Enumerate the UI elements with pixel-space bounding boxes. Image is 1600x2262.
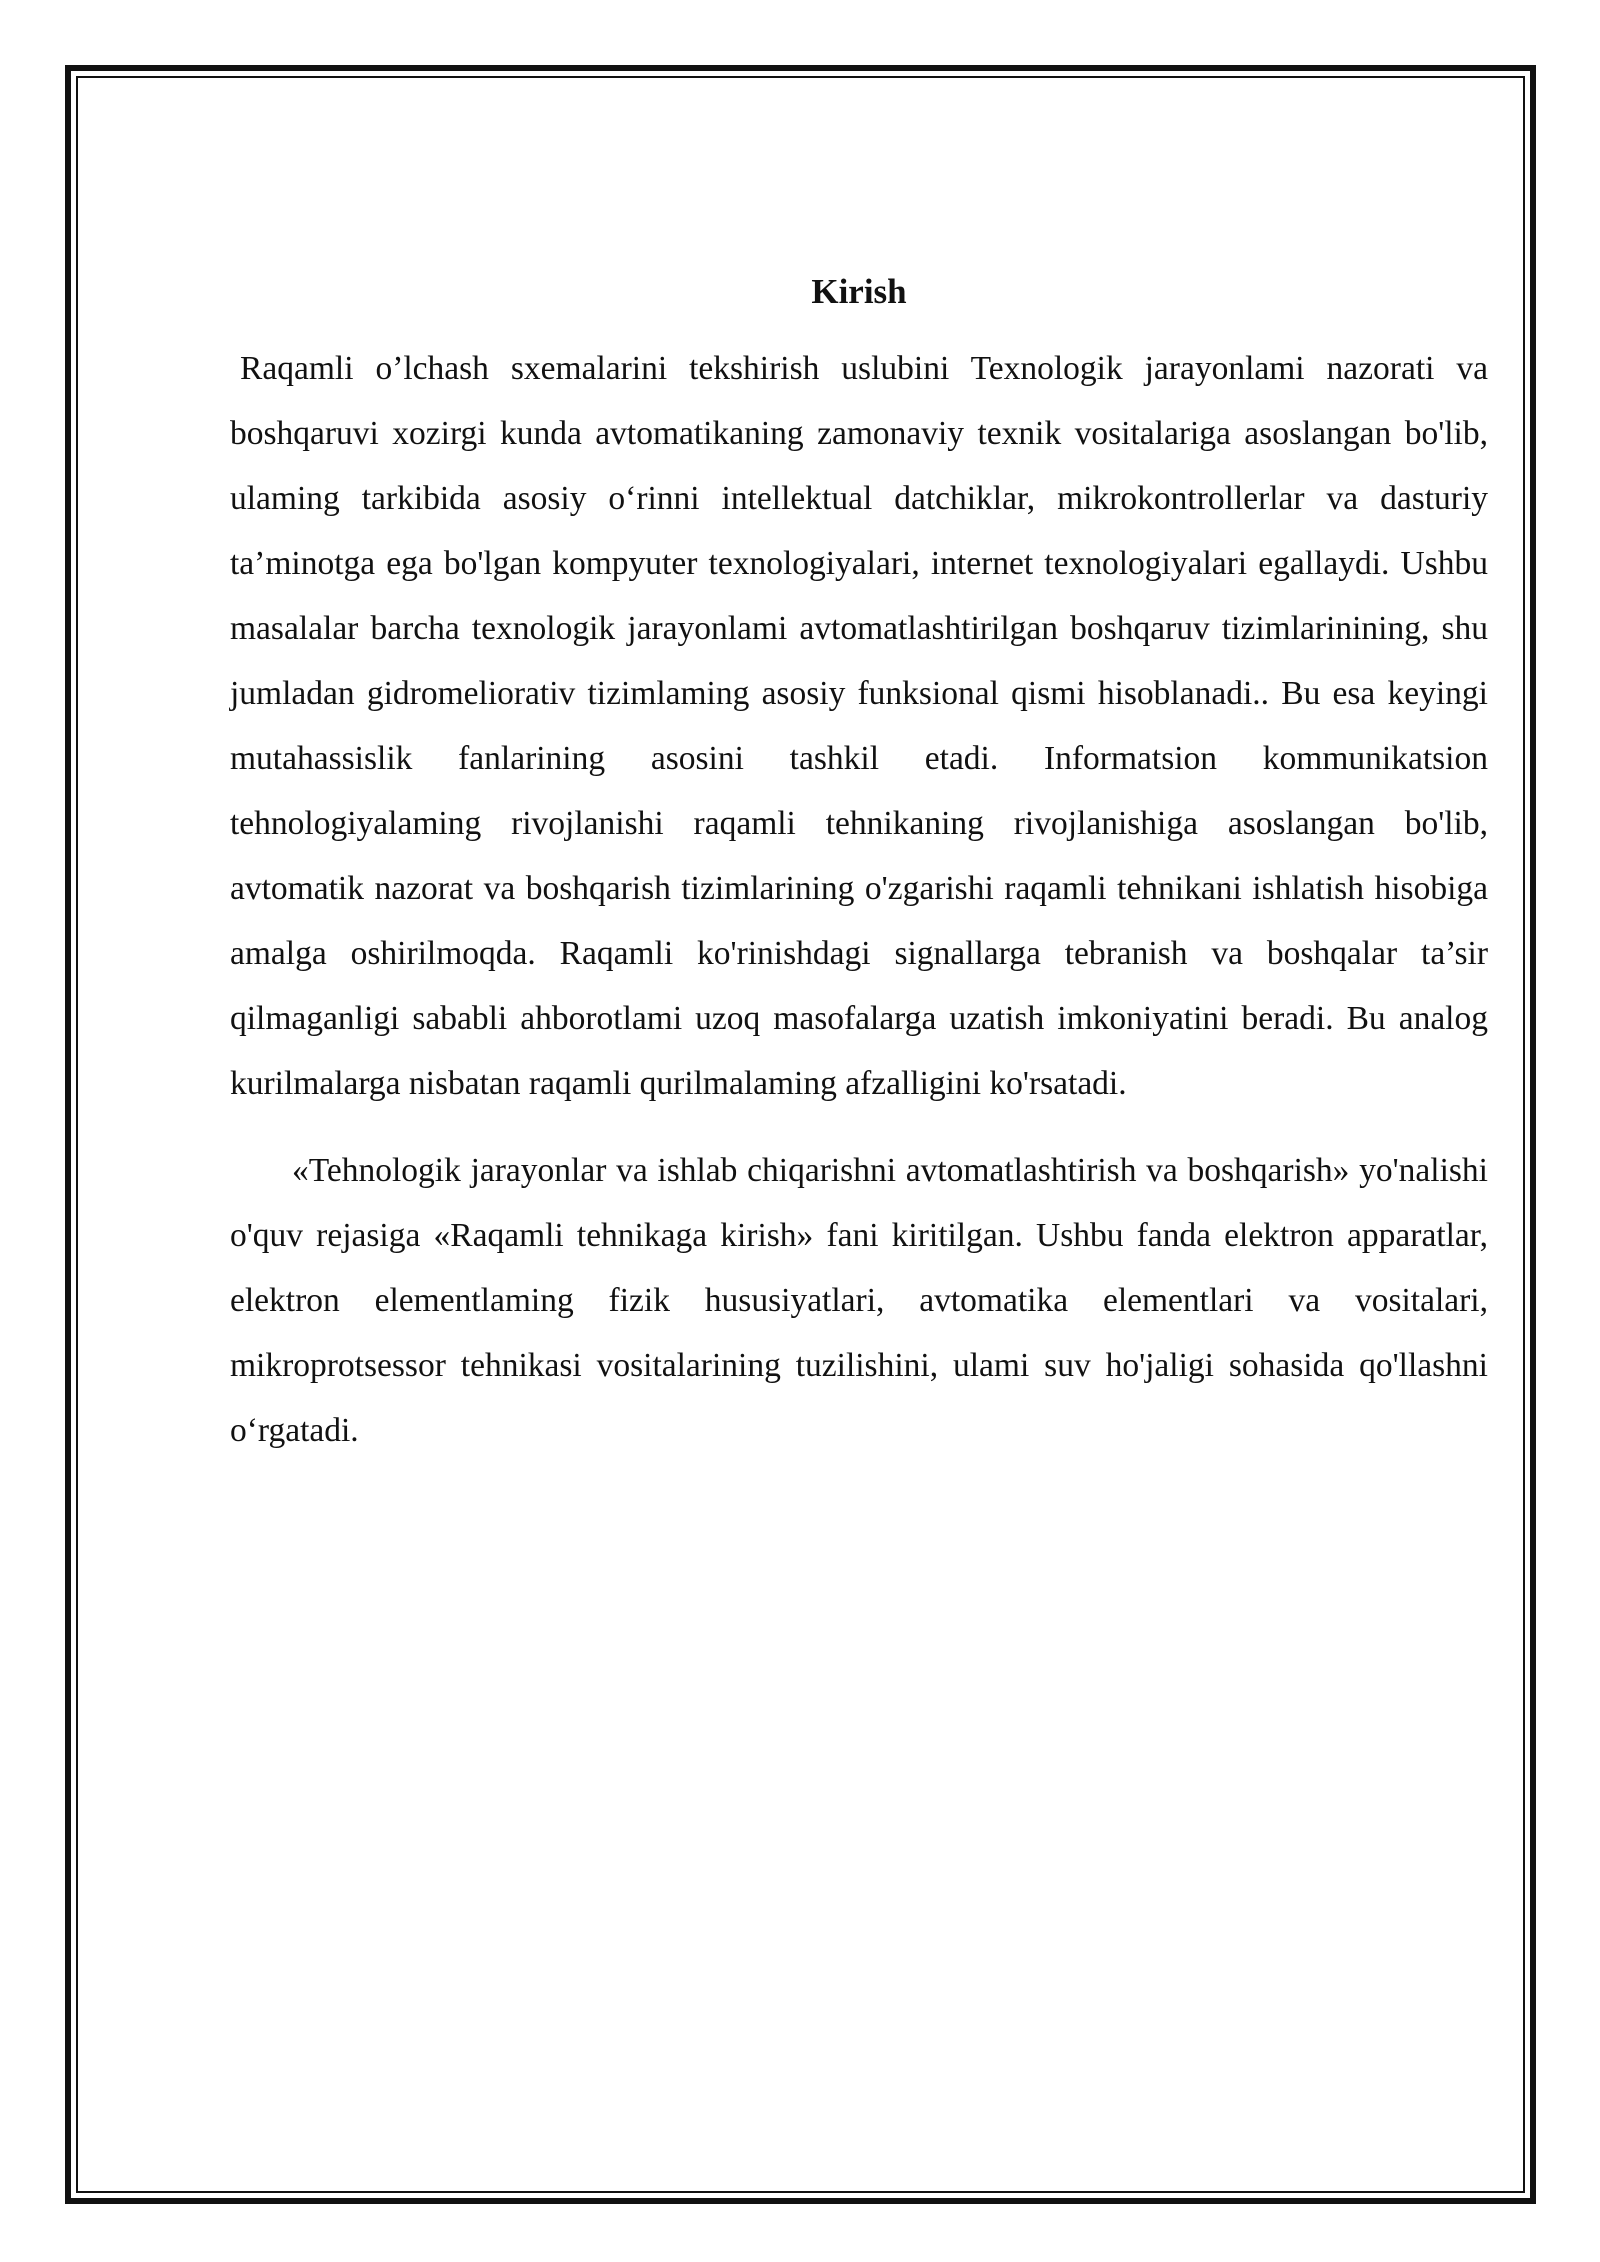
page-content (230, 262, 1488, 1463)
paragraph-course: «Tehnologik jarayonlar va ishlab chiqarishni avtomatlashtirish va boshqarish» yo'nalishi o'quv rejasiga «Raqamli tehnikaga kirish» fani kiritilgan. Ushbu fanda elektron apparatlar, elektron elementlaming fizik hususiyatlari, avtomatika elementlari va vositalari, mikroprotsessor tehnikasi vositalarining tuzilishini, ulami suv ho'jaligi sohasida qo'llashni o‘rgatadi. (230, 1152, 1488, 1449)
paragraph-intro: Raqamli o’lchash sxemalarini tekshirish uslubini Texnologik jarayonlami nazorati va boshqaruvi xozirgi kunda avtomatikaning zamonaviy texnik vositalariga asoslangan bo'lib, ulaming tarkibida asosiy o‘rinni intellektual datchiklar, mikrokontrollerlar va dasturiy ta’minotga ega bo'lgan kompyuter texnologiyalari, internet texnologiyalari egallaydi. Ushbu masalalar barcha texnologik jarayonlami avtomatlashtirilgan boshqaruv tizimlarinining, shu jumladan gidromeliorativ tizimlaming asosiy funksional qismi hisoblanadi.. Bu esa keyingi mutahassislik fanlarining asosini tashkil etadi. Informatsion kommunikatsion tehnologiyalaming rivojlanishi raqamli tehnikaning rivojlanishiga asoslangan bo'lib, avtomatik nazorat va boshqarish tizimlarining o'zgarishi raqamli tehnikani ishlatish hisobiga amalga oshirilmoqda. Raqamli ko'rinishdagi signallarga tebranish va boshqalar ta’sir qilmaganligi sababli ahborotlami uzoq masofalarga uzatish imkoniyatini beradi. Bu analog kurilmalarga nisbatan raqamli qurilmalaming afzalligini ko'rsatadi. (230, 350, 1488, 1102)
page-title: Kirish (811, 272, 907, 311)
